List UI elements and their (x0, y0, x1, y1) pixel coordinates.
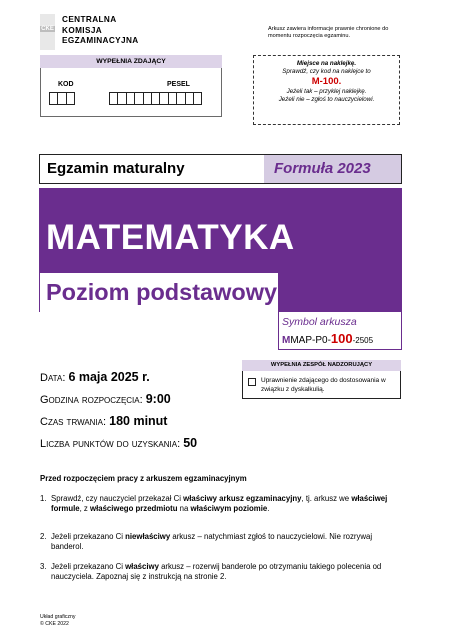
instruction-text-bold: niewłaściwy (125, 532, 171, 541)
instruction-text-bold: właściwy (125, 562, 159, 571)
candidate-panel-header: WYPEŁNIA ZDAJĄCY (40, 55, 222, 68)
duration-label: Czas trwania: (40, 416, 110, 428)
instruction-text-part: Jeżeli przekazano Ci (51, 532, 126, 541)
kod-digit-box[interactable] (66, 92, 75, 105)
sticker-code: M-100 (311, 76, 339, 87)
exam-formula: Formuła 2023 (274, 160, 371, 177)
instruction-text (51, 494, 403, 514)
cke-logo-mark (40, 14, 55, 50)
duration-value: 180 minut (109, 414, 168, 428)
logo-line-3: EGZAMINACYJNA (62, 36, 139, 45)
instruction-text-part: . (267, 504, 270, 513)
subject-title: MATEMATYKA (46, 218, 295, 257)
points-value: 50 (183, 436, 198, 450)
sticker-area[interactable] (253, 55, 400, 125)
instruction-text-bold: właściwym poziomie (190, 504, 268, 513)
instruction-text-part: Jeżeli przekazano Ci (51, 562, 126, 571)
sticker-line-3: Jeżeli nie – zgłoś to nauczycielowi. (278, 96, 375, 103)
footer-line-1: Układ graficzny (40, 614, 76, 620)
sticker-line-2: Jeżeli tak – przyklej naklejkę. (286, 88, 367, 95)
symbol-code (282, 331, 373, 346)
exam-name: Egzamin maturalny (47, 160, 185, 177)
instruction-number: 3. (40, 562, 47, 571)
start-line (40, 392, 171, 406)
sticker-title: Miejsce na naklejkę. (296, 60, 357, 67)
start-label: Godzina rozpoczęcia: (40, 394, 146, 406)
instruction-text-part: Sprawdź, czy nauczyciel przekazał Ci (51, 494, 184, 503)
logo-mark-text: CKE (41, 26, 54, 32)
points-label: Liczba punktów do uzyskania: (40, 438, 184, 450)
footer-line-2: © CKE 2022 (40, 620, 69, 627)
supervisor-panel-header: WYPEŁNIA ZESPÓŁ NADZORUJĄCY (242, 360, 401, 371)
pesel-label: PESEL (167, 81, 190, 88)
pesel-field[interactable] (109, 92, 201, 105)
symbol-label: Symbol arkusza (282, 316, 357, 328)
dyscalculia-checkbox[interactable] (248, 378, 256, 386)
instruction-number: 2. (40, 532, 47, 541)
confidentiality-note: Arkusz zawiera informacje prawnie chronione do momentu rozpoczęcia egzaminu. (268, 26, 389, 39)
instruction-text-bold: właściwy arkusz egzaminacyjny (183, 494, 302, 503)
points-line (40, 436, 197, 450)
sticker-line-1: Sprawdź, czy kod na naklejce to (282, 68, 371, 75)
instruction-item-1 (40, 494, 400, 526)
kod-field[interactable] (49, 92, 74, 105)
start-value: 9:00 (145, 392, 171, 406)
level-title: Poziom podstawowy (46, 279, 278, 305)
symbol-code-mid: MAP-P0- (290, 335, 331, 346)
symbol-code-tail: -2505 (352, 336, 374, 345)
symbol-code-number: 100 (330, 331, 353, 346)
logo-line-1: CENTRALNA (62, 15, 117, 24)
instruction-text-part: na (177, 504, 191, 513)
instruction-text (51, 562, 403, 582)
instruction-text-bold: właściwego przedmiotu (90, 504, 178, 513)
date-label: Data: (40, 372, 69, 384)
dyscalculia-label: Uprawnienie zdającego do dostosowania w związku z dyskalkulią. (261, 377, 386, 393)
instruction-text-bold: właściwej formule (51, 494, 388, 513)
instruction-item-2 (40, 532, 400, 554)
pesel-digit-box[interactable] (193, 92, 202, 105)
cke-logo-text (62, 15, 139, 47)
kod-label: KOD (58, 81, 74, 88)
instruction-number: 1. (40, 494, 47, 503)
instruction-item-3 (40, 562, 400, 584)
instruction-text-part: arkusz – natychmiast zgłoś to nauczycielowi. Nie rozrywaj banderol. (51, 532, 373, 551)
duration-line (40, 414, 167, 428)
date-line (40, 370, 150, 384)
symbol-code-first: M (282, 335, 291, 346)
logo-line-2: KOMISJA (62, 25, 103, 35)
sticker-code-suffix: . (338, 76, 342, 87)
date-value: 6 maja 2025 r. (68, 370, 150, 384)
footer (40, 614, 75, 627)
instruction-text-part: arkusz – rozerwij banderole po otrzymaniu takiego polecenia od nauczyciela. Zapoznaj się z instrukcją na stronie 2. (51, 562, 382, 581)
instructions-title: Przed rozpoczęciem pracy z arkuszem egzaminacyjnym (40, 474, 247, 483)
instruction-text-part: , tj. arkusz we (301, 494, 352, 503)
instruction-text (51, 532, 403, 552)
instruction-text-part: , z (79, 504, 90, 513)
